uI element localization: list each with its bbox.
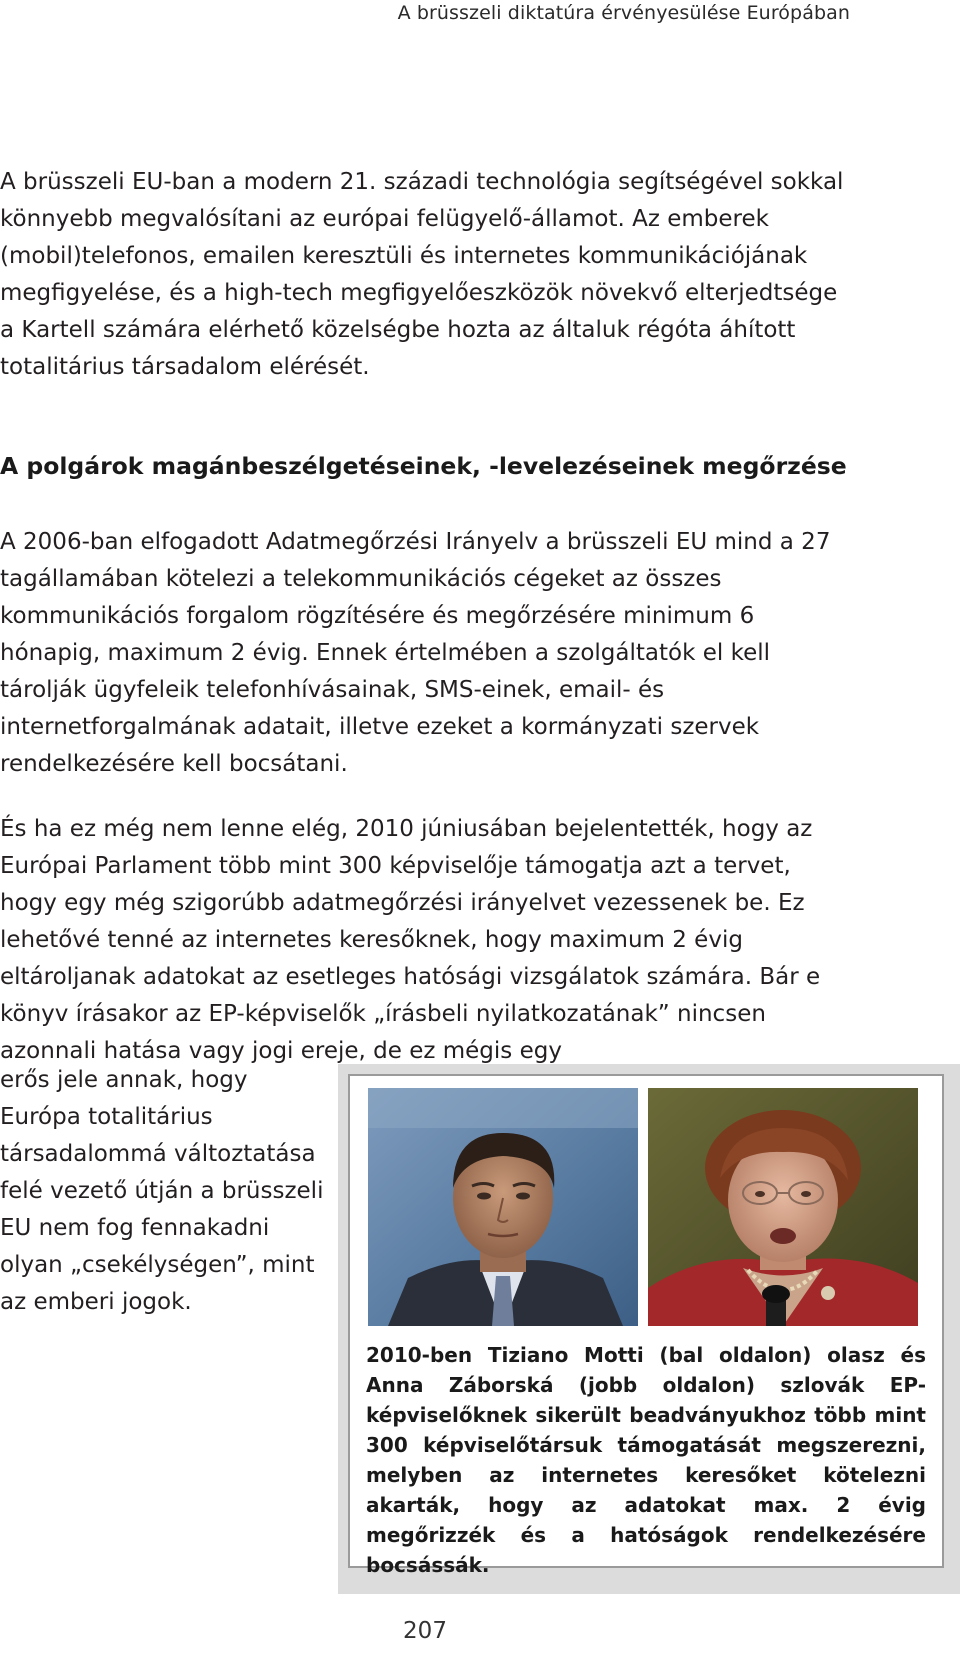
- figure-frame: [348, 1074, 944, 1577]
- running-header: A brüsszeli diktatúra érvényesülése Európában: [397, 2, 850, 24]
- paragraph-ep-declaration-continued: erős jele annak, hogy Európa totalitárius társadalommá változtatása felé vezető útján a brüsszeli EU nem fog fennakadni olyan „csekélységen”, mint az emberi jogok.: [0, 1067, 324, 1315]
- photo-anna-zaborska: [648, 1088, 918, 1326]
- paragraph-data-retention: A 2006-ban elfogadott Adatmegőrzési Irányelv a brüsszeli EU mind a 27 tagállamában kötelezi a telekommunikációs cégeket az összes kommunikációs forgalom rögzítésére és megőrzésére minimum 6 hónapig, maximum 2 évig. Ennek értelmében a szolgáltatók el kell tárolják ügyfeleik telefonhívásainak, SMS-einek, email- és internetforgalmának adatait, illetve ezeket a kormányzati szervek rendelkezésére kell bocsátani.: [0, 529, 831, 777]
- woman-portrait-image: [648, 1088, 918, 1326]
- paragraph-ep-declaration: És ha ez még nem lenne elég, 2010 júniusában bejelentették, hogy az Európai Parlament több mint 300 képviselője támogatja azt a tervet, hogy egy még szigorúbb adatmegőrzési irányelvet vezessenek be. Ez lehetővé tenné az internetes keresőknek, hogy maximum 2 évig eltároljanak adatokat az esetleges hatósági vizsgálatok számára. Bár e könyv írásakor az EP-képviselők „írásbeli nyilatkozatának” nincsen azonnali hatása vagy jogi ereje, de ez mégis egy: [0, 816, 821, 1064]
- page-number: 207: [403, 1618, 447, 1644]
- figure-caption: 2010-ben Tiziano Motti (bal oldalon) olasz és Anna Záborská (jobb oldalon) szlovák EP-képviselőknek sikerült beadványukhoz több mint 300 képviselőtársuk támogatását megszerezni, melyben az internetes keresőket kötelezni akarták, hogy az adatokat max. 2 évig megőrizzék és a hatóságok rendelkezésére bocsássák.: [366, 1343, 926, 1577]
- section-heading: A polgárok magánbeszélgetéseinek, -levelezéseinek megőrzése: [0, 452, 847, 480]
- figure-box: [338, 1064, 960, 1594]
- man-portrait-image: [368, 1088, 638, 1326]
- photo-tiziano-motti: [368, 1088, 638, 1326]
- intro-paragraph: A brüsszeli EU-ban a modern 21. századi technológia segítségével sokkal könnyebb megvalósítani az európai felügyelő-államot. Az emberek (mobil)telefonos, emailen keresztüli és internetes kommunikációjának megfigyelése, és a high-tech megfigyelőeszközök növekvő elterjedtsége a Kartell számára elérhető közelségbe hozta az általuk régóta áhított totalitárius társadalom elérését.: [0, 169, 844, 380]
